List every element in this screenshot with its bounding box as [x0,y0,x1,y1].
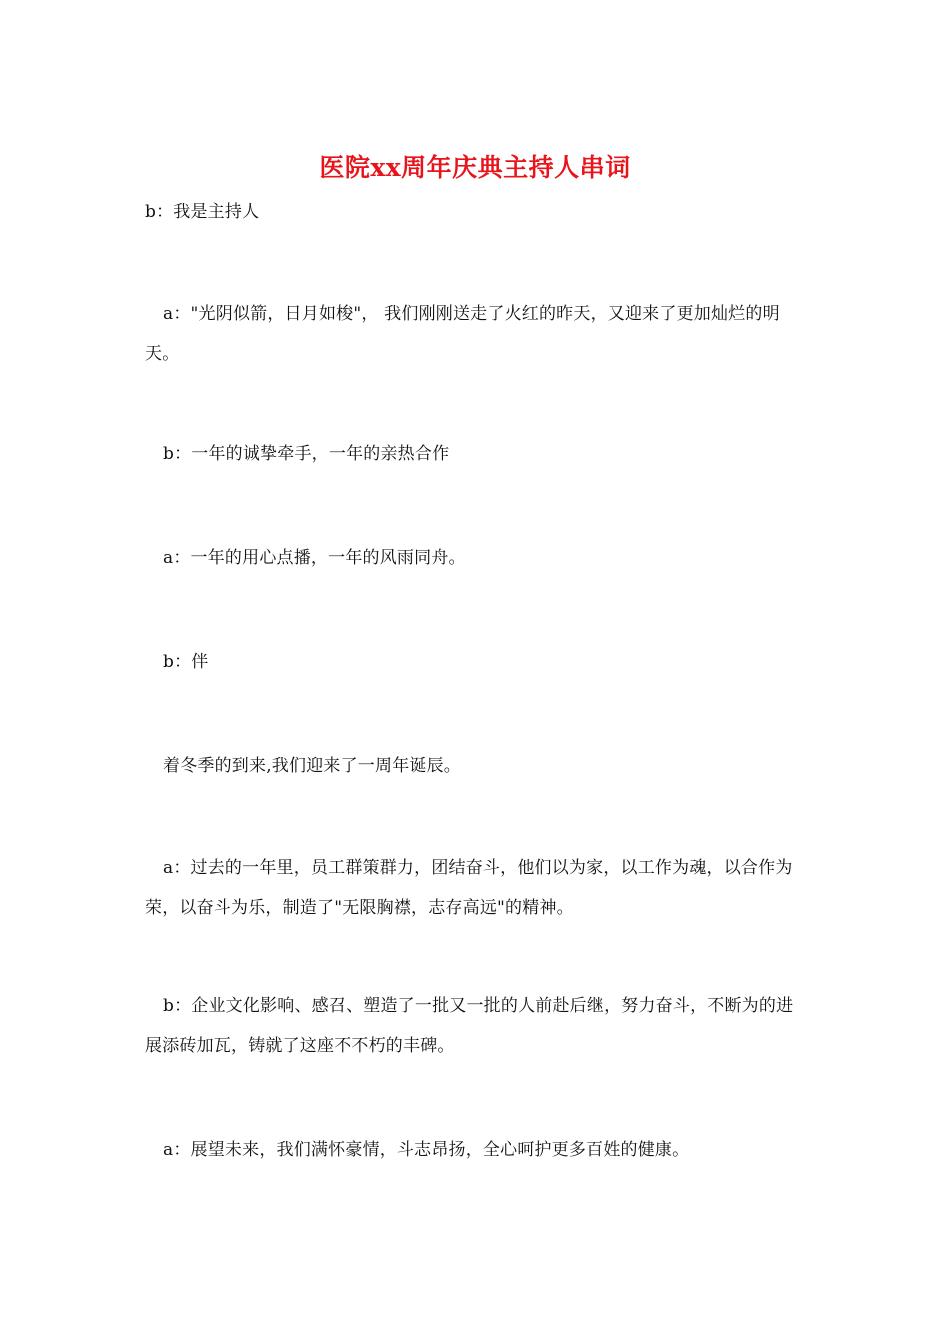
paragraph-4: a：一年的用心点播，一年的风雨同舟。 [163,548,466,568]
paragraph-9: a：展望未来，我们满怀豪情，斗志昂扬，全心呵护更多百姓的健康。 [163,1140,690,1160]
document-title: 医院xx周年庆典主持人串词 [319,153,631,182]
paragraph-8: b：企业文化影响、感召、塑造了一批又一批的人前赴后继，努力奋斗，不断为的进展添砖加瓦，铸就了这座不不朽的丰碑。 [145,996,794,1056]
paragraph-7: a：过去的一年里，员工群策群力，团结奋斗，他们以为家，以工作为魂，以合作为荣，以奋斗为乐，制造了"无限胸襟，志存高远"的精神。 [145,858,793,918]
paragraph-2: a："光阴似箭，日月如梭"， 我们刚刚送走了火红的昨天，又迎来了更加灿烂的明天。 [145,304,780,364]
paragraph-6: 着冬季的到来,我们迎来了一周年诞辰。 [163,756,462,776]
paragraph-5: b：伴 [163,652,209,672]
paragraph-1: b：我是主持人 [145,202,260,222]
paragraph-3: b：一年的诚挚牵手，一年的亲热合作 [163,444,450,464]
